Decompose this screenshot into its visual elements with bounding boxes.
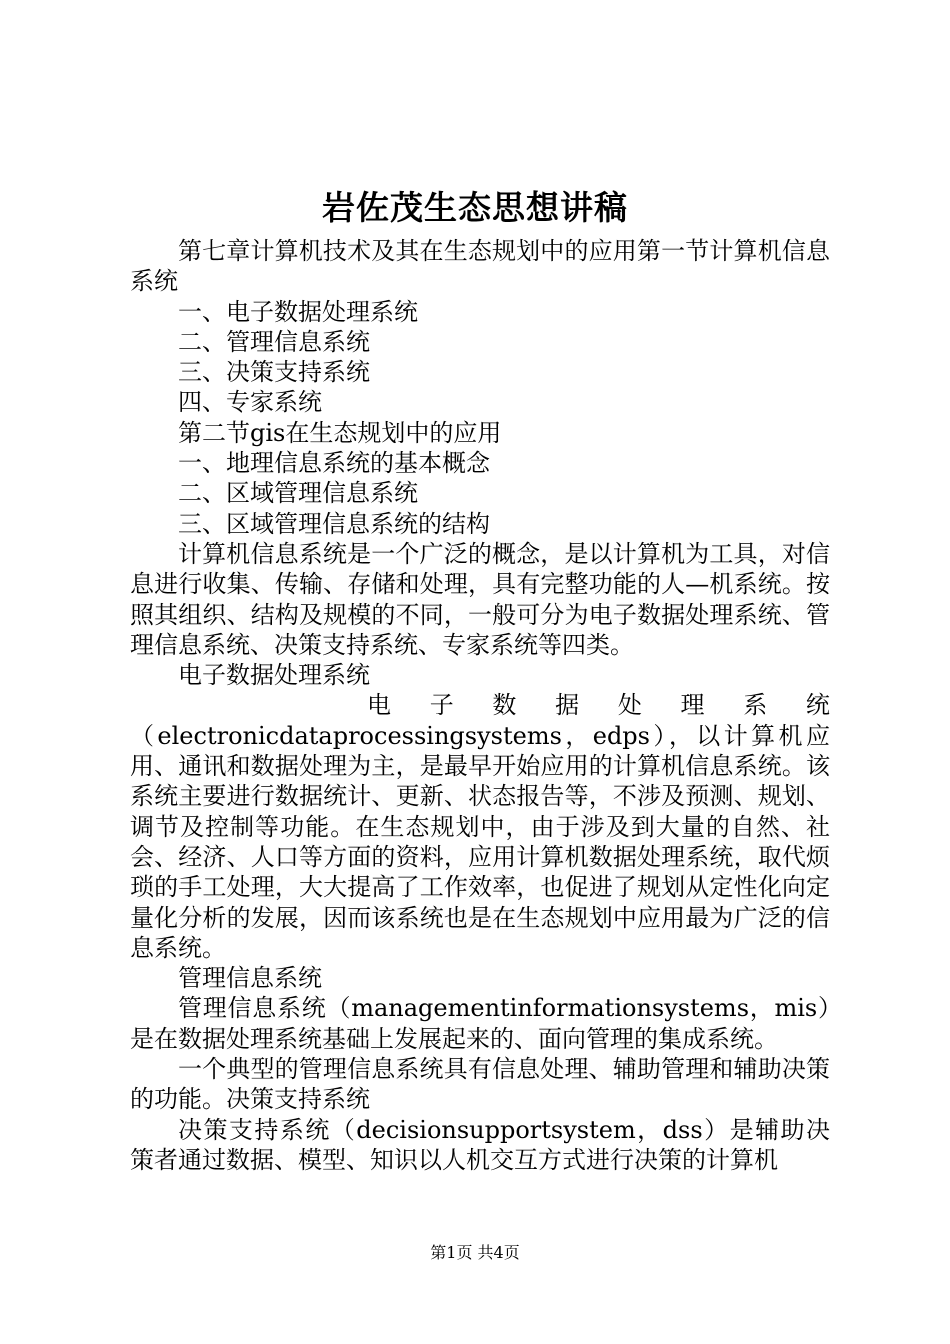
- spaced-heading-line: [130, 690, 830, 720]
- spread-char: 子: [429, 691, 454, 720]
- list-item: 三、决策支持系统: [178, 358, 370, 387]
- spread-char: 电: [367, 691, 391, 720]
- spread-char: 统: [805, 691, 830, 720]
- spread-char: 据: [555, 691, 580, 720]
- body-paragraph: 计算机信息系统是一个广泛的概念，是以计算机为工具，对信息进行收集、传输、存储和处理，具有完整功能的人—机系统。按照其组织、结构及规模的不同，一般可分为电子数据处理系统、管理信息系统、决策支持系统、专家系统等四类。: [130, 539, 830, 659]
- list-item: 二、区域管理信息系统: [178, 479, 418, 508]
- spread-char: 数: [492, 691, 517, 720]
- document-title: 岩佐茂生态思想讲稿: [322, 188, 628, 227]
- list-item: 一、电子数据处理系统: [178, 297, 418, 326]
- subheading: 电子数据处理系统: [178, 661, 370, 690]
- body-paragraph: （electronicdataprocessingsystems，edps），以计算机应用、通讯和数据处理为主，是最早开始应用的计算机信息系统。该系统主要进行数据统计、更新、状态报告等，不涉及预测、规划、调节及控制等功能。在生态规划中，由于涉及到大量的自然、社会、经济、人口等方面的资料，应用计算机数据处理系统，取代烦琐的手工处理，大大提高了工作效率，也促进了规划从定性化向定量化分析的发展，因而该系统也是在生态规划中应用最为广泛的信息系统。: [130, 721, 830, 962]
- body-paragraph: 一个典型的管理信息系统具有信息处理、辅助管理和辅助决策的功能。决策支持系统: [130, 1055, 830, 1114]
- page-footer: 第1页 共4页: [430, 1243, 520, 1262]
- subheading: 管理信息系统: [178, 964, 322, 993]
- body-paragraph: 管理信息系统（managementinformationsystems，mis）是在数据处理系统基础上发展起来的、面向管理的集成系统。: [130, 994, 830, 1053]
- body-paragraph: 决策支持系统（decisionsupportsystem，dss）是辅助决策者通过数据、模型、知识以人机交互方式进行决策的计算机: [130, 1115, 830, 1174]
- section-heading: 第二节gis在生态规划中的应用: [178, 418, 502, 447]
- spread-char: 理: [680, 691, 705, 720]
- list-item: 四、专家系统: [178, 388, 322, 417]
- list-item: 三、区域管理信息系统的结构: [178, 509, 490, 538]
- list-item: 二、管理信息系统: [178, 327, 370, 356]
- list-item: 一、地理信息系统的基本概念: [178, 449, 490, 478]
- document-body: [130, 236, 830, 1175]
- spread-char: 系: [743, 691, 768, 720]
- spread-char: 处: [617, 691, 642, 720]
- chapter-heading-paragraph: 第七章计算机技术及其在生态规划中的应用第一节计算机信息系统: [130, 237, 830, 296]
